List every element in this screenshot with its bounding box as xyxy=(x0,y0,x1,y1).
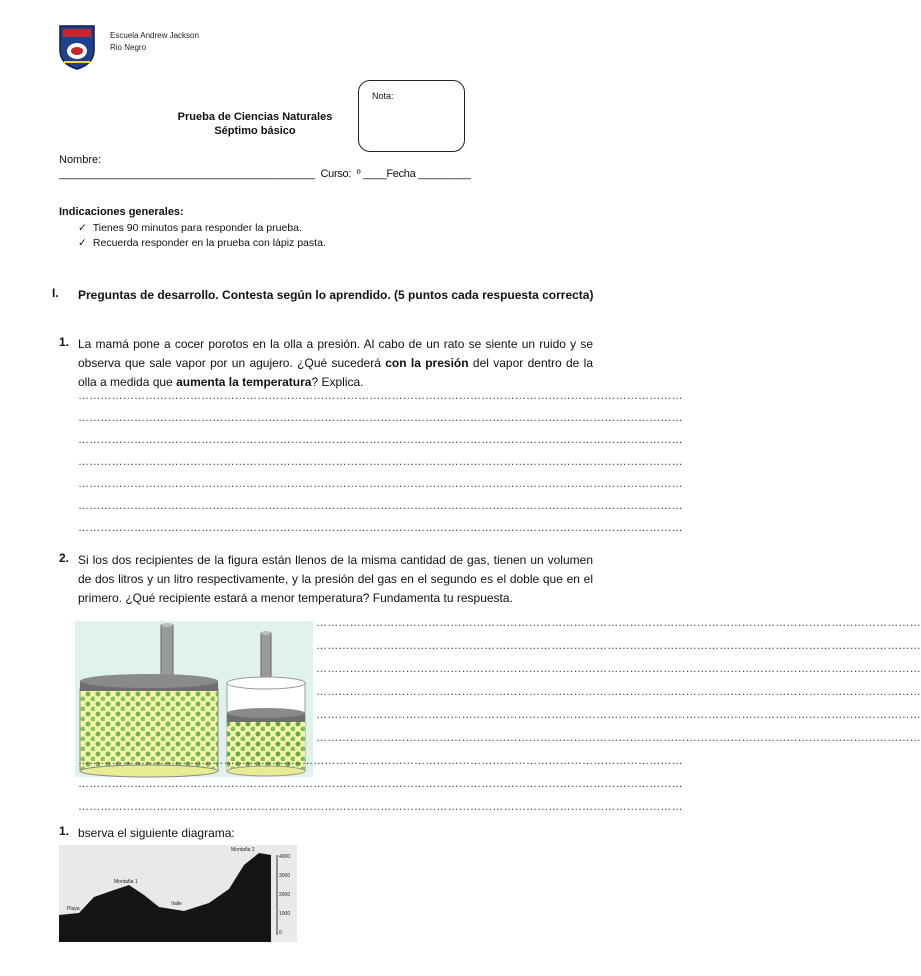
question-3-text: bserva el siguiente diagrama: xyxy=(78,826,235,840)
answer-line[interactable]: ……………………………………………………………………………………………………………………………………………… xyxy=(78,522,683,534)
section-title: Preguntas de desarrollo. Contesta según lo aprendido. (5 puntos cada respuesta correcta) xyxy=(78,288,594,302)
answer-line[interactable]: ……………………………………………………………………………………………………………………………………………… xyxy=(78,456,683,468)
gas-containers-illustration xyxy=(75,621,313,777)
answer-line[interactable]: ……………………………………………………………………………………………………………………………………………… xyxy=(78,412,683,424)
student-info-line[interactable]: ____________________________________________ Curso: º ____Fecha _________ xyxy=(59,168,471,180)
answer-line[interactable]: ……………………………………………………………………………………………………………………………………………… xyxy=(316,663,921,675)
q1-text-a: La mamá pone a cocer porotos en la olla a presión. Al cabo de un rato se siente un ruido y se observa que sale vapor por un agujero. ¿Qué sucederá xyxy=(78,337,593,370)
school-location: Rio Negro xyxy=(110,43,147,52)
q1-text-c: ? Explica. xyxy=(311,375,364,389)
instructions-title: Indicaciones generales: xyxy=(59,206,184,218)
checkmark-icon: ✓ xyxy=(78,237,87,249)
answer-line[interactable]: ……………………………………………………………………………………………………………………………………………… xyxy=(78,755,683,767)
answer-line[interactable]: ……………………………………………………………………………………………………………………………………………… xyxy=(316,640,921,652)
question-2-text: Si los dos recipientes de la figura están llenos de la misma cantidad de gas, tienen un volumen de dos litros y un litro respectivamente, y la presión del gas en el segundo es el doble que en el primero. ¿Qué recipiente estará a menor temperatura? Fundamenta tu respuesta. xyxy=(78,553,593,605)
answer-line[interactable]: ……………………………………………………………………………………………………………………………………………… xyxy=(316,617,921,629)
q1-text-b: del vapor dentro de la olla a medida que xyxy=(78,356,593,389)
answer-line[interactable]: ……………………………………………………………………………………………………………………………………………… xyxy=(316,732,921,744)
answer-line[interactable]: ……………………………………………………………………………………………………………………………………………… xyxy=(316,686,921,698)
answer-line[interactable]: ……………………………………………………………………………………………………………………………………………… xyxy=(78,390,683,402)
instruction-item xyxy=(78,237,326,249)
q1-bold-a: con la presión xyxy=(385,356,469,370)
label-playa: Playa xyxy=(67,906,80,912)
question-2-number: 2. xyxy=(59,551,70,565)
section-number: I. xyxy=(52,286,59,300)
instruction-text: Tienes 90 minutos para responder la prueba. xyxy=(92,222,302,234)
scale-tick: 2000 xyxy=(279,892,291,898)
scale-tick: 3000 xyxy=(279,873,291,879)
label-montana-2: Montaña 2 xyxy=(231,847,255,853)
title-line-2: Séptimo básico xyxy=(214,125,296,137)
instruction-item xyxy=(78,222,302,234)
answer-line[interactable]: ……………………………………………………………………………………………………………………………………………… xyxy=(78,500,683,512)
q1-bold-b: aumenta la temperatura xyxy=(176,375,312,389)
name-label: Nombre: xyxy=(59,154,102,166)
school-info xyxy=(110,30,199,54)
answer-line[interactable]: ……………………………………………………………………………………………………………………………………………… xyxy=(78,801,683,813)
scale-tick: 4000 xyxy=(279,854,291,860)
instruction-text: Recuerda responder en la prueba con lápiz pasta. xyxy=(92,237,326,249)
question-1-number: 1. xyxy=(59,335,70,349)
scale-tick: 1000 xyxy=(279,911,291,917)
elevation-diagram xyxy=(59,845,297,942)
checkmark-icon: ✓ xyxy=(78,222,87,234)
answer-line[interactable]: ……………………………………………………………………………………………………………………………………………… xyxy=(316,709,921,721)
title-line-1: Prueba de Ciencias Naturales xyxy=(177,111,333,123)
label-montana-1: Montaña 1 xyxy=(114,879,138,885)
test-title xyxy=(150,110,360,138)
question-3-number: 1. xyxy=(59,824,70,838)
label-valle: Valle xyxy=(171,901,182,907)
answer-line[interactable]: ……………………………………………………………………………………………………………………………………………… xyxy=(78,434,683,446)
answer-line[interactable]: ……………………………………………………………………………………………………………………………………………… xyxy=(78,478,683,490)
grade-label: Nota: xyxy=(372,91,394,101)
school-logo xyxy=(58,24,96,70)
school-name: Escuela Andrew Jackson xyxy=(110,31,199,40)
scale-tick: 0 xyxy=(279,930,282,936)
answer-line[interactable]: ……………………………………………………………………………………………………………………………………………… xyxy=(78,778,683,790)
question-1-text xyxy=(78,335,593,392)
